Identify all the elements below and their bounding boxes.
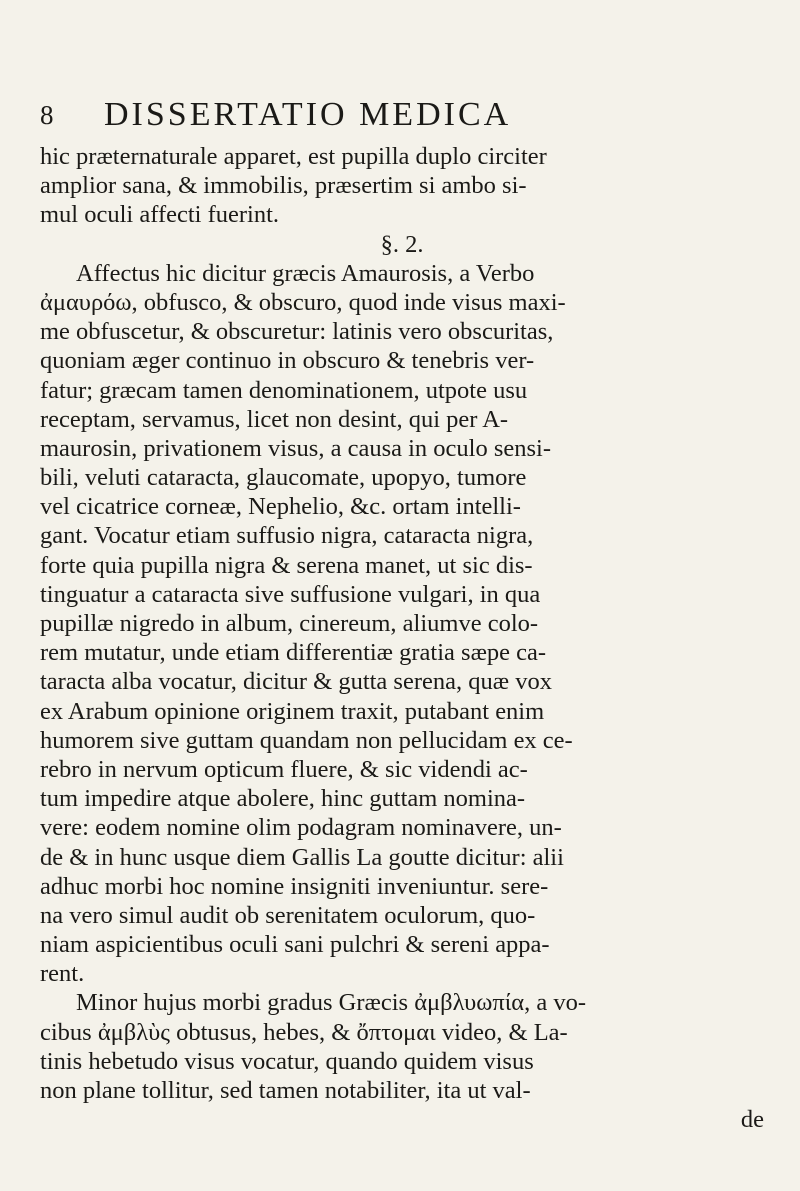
text-line: na vero simul audit ob serenitatem oculorum, quo- [40,901,536,929]
text-line: quoniam æger continuo in obscuro & tenebris ver- [40,347,535,375]
text-line: rebro in nervum opticum fluere, & sic videndi ac- [40,755,528,783]
text-line: vere: eodem nomine olim podagram nominavere, un- [40,814,562,842]
text-line: rem mutatur, unde etiam differentiæ gratia sæpe ca- [40,639,547,667]
section-mark: §. 2. [380,230,424,258]
text-line: vel cicatrice corneæ, Nephelio, &c. ortam intelli- [40,493,521,521]
text-line: de & in hunc usque diem Gallis La goutte dicitur: alii [40,843,564,871]
text-line: cibus ἀμβλὺς obtusus, hebes, & ὄπτομαι video, & La- [40,1018,568,1046]
text-line: amplior sana, & immobilis, præsertim si ambo si- [40,172,527,200]
text-line: pupillæ nigredo in album, cinereum, aliumve colo- [40,610,539,637]
text-line: ἀμαυρόω, obfusco, & obscuro, quod inde visus maxi- [40,288,566,316]
text-line: non plane tollitur, sed tamen notabiliter, ita ut val- [40,1077,531,1104]
text-line: rent. [40,960,85,988]
text-line: taracta alba vocatur, dicitur & gutta serena, quæ vox [40,668,552,696]
text-line: Minor hujus morbi gradus Græcis ἀμβλυωπία, a vo- [76,989,587,1017]
text-line: ex Arabum opinione originem traxit, putabant enim [40,697,545,725]
text-line: fatur; græcam tamen denominationem, utpote usu [40,376,528,404]
catchword: de [740,1106,764,1134]
text-line: maurosin, privationem visus, a causa in oculo sensi- [40,434,551,462]
text-line: tinis hebetudo visus vocatur, quando quidem visus [40,1047,534,1075]
text-line: mul oculi affecti fuerint. [40,201,280,229]
text-line: tinguatur a cataracta sive suffusione vulgari, in qua [40,580,541,608]
page-number: 8 [40,100,55,130]
text-line: niam aspicientibus oculi sani pulchri & sereni appa- [40,931,550,959]
text-line: bili, veluti cataracta, glaucomate, upopyo, tumore [40,464,527,492]
text-line: humorem sive guttam quandam non pellucidam ex ce- [40,726,573,754]
text-line: tum impedire atque abolere, hinc guttam nomina- [40,785,526,813]
text-line: forte quia pupilla nigra & serena manet, ut sic dis- [40,551,533,579]
text-line: adhuc morbi hoc nomine insigniti inveniuntur. sere- [40,872,549,900]
page-header [40,96,764,136]
text-line: me obfuscetur, & obscuretur: latinis vero obscuritas, [40,318,554,346]
text-line: receptam, servamus, licet non desint, qui per A- [40,405,509,433]
running-head: DISSERTATIO MEDICA [104,96,512,133]
text-line: Affectus hic dicitur græcis Amaurosis, a Verbo [76,259,535,287]
text-line: hic præternaturale apparet, est pupilla duplo circiter [40,143,547,170]
text-line: gant. Vocatur etiam suffusio nigra, cataracta nigra, [40,522,534,550]
body-text [40,142,764,1134]
